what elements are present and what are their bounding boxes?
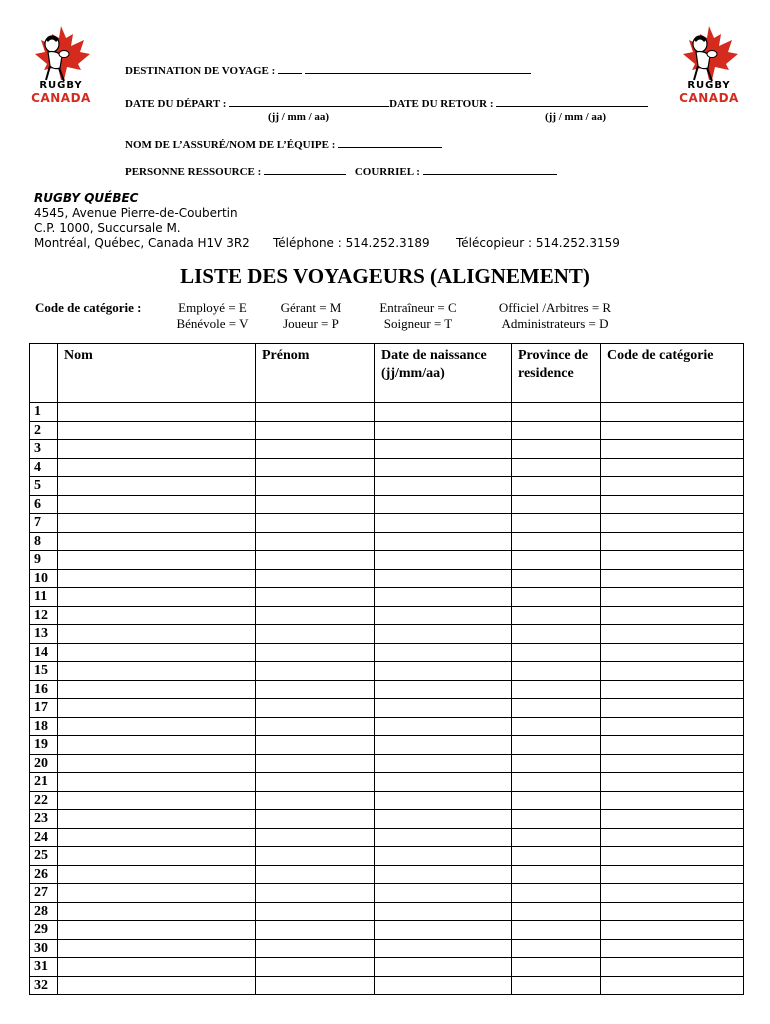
category-code-cell[interactable] bbox=[601, 662, 744, 681]
row-number: 15 bbox=[30, 662, 58, 681]
table-row bbox=[30, 625, 744, 644]
row-number: 11 bbox=[30, 588, 58, 607]
birth-date-cell[interactable] bbox=[375, 662, 512, 681]
last-name-cell[interactable] bbox=[58, 606, 256, 625]
province-cell[interactable] bbox=[512, 902, 601, 921]
row-number: 22 bbox=[30, 791, 58, 810]
first-name-cell[interactable] bbox=[256, 680, 375, 699]
last-name-cell[interactable] bbox=[58, 902, 256, 921]
last-name-cell[interactable] bbox=[58, 440, 256, 459]
birth-date-cell[interactable] bbox=[375, 495, 512, 514]
last-name-cell[interactable] bbox=[58, 958, 256, 977]
row-number: 17 bbox=[30, 699, 58, 718]
birth-date-cell[interactable] bbox=[375, 828, 512, 847]
province-cell[interactable] bbox=[512, 606, 601, 625]
category-code-cell[interactable] bbox=[601, 551, 744, 570]
birth-date-cell[interactable] bbox=[375, 403, 512, 422]
category-code-cell[interactable] bbox=[601, 440, 744, 459]
category-coach: Entraîneur = C bbox=[379, 300, 457, 315]
birth-date-cell[interactable] bbox=[375, 625, 512, 644]
table-row bbox=[30, 736, 744, 755]
category-volunteer: Bénévole = V bbox=[176, 316, 249, 331]
province-cell[interactable] bbox=[512, 791, 601, 810]
row-number: 12 bbox=[30, 606, 58, 625]
departure-row bbox=[125, 96, 648, 110]
province-cell[interactable] bbox=[512, 828, 601, 847]
table-row bbox=[30, 773, 744, 792]
first-name-cell[interactable] bbox=[256, 791, 375, 810]
return-date-format: (jj / mm / aa) bbox=[545, 111, 607, 123]
category-code-cell[interactable] bbox=[601, 458, 744, 477]
table-row bbox=[30, 477, 744, 496]
destination-row bbox=[125, 63, 531, 77]
table-row bbox=[30, 680, 744, 699]
column-header-last-name: Nom bbox=[58, 344, 256, 403]
category-legend-label: Code de catégorie : bbox=[35, 300, 142, 315]
last-name-cell[interactable] bbox=[58, 921, 256, 940]
first-name-cell[interactable] bbox=[256, 847, 375, 866]
table-row bbox=[30, 810, 744, 829]
province-cell[interactable] bbox=[512, 625, 601, 644]
row-number: 25 bbox=[30, 847, 58, 866]
province-cell[interactable] bbox=[512, 976, 601, 995]
return-date-field[interactable] bbox=[496, 96, 648, 107]
phone-number: Téléphone : 514.252.3189 bbox=[273, 236, 430, 250]
logo-rugby-text: RUGBY bbox=[687, 80, 731, 91]
first-name-cell[interactable] bbox=[256, 662, 375, 681]
province-cell[interactable] bbox=[512, 421, 601, 440]
org-name: RUGBY QUÉBEC bbox=[34, 191, 139, 205]
category-code-cell[interactable] bbox=[601, 921, 744, 940]
birth-date-cell[interactable] bbox=[375, 477, 512, 496]
birth-date-cell[interactable] bbox=[375, 865, 512, 884]
row-number: 9 bbox=[30, 551, 58, 570]
first-name-cell[interactable] bbox=[256, 810, 375, 829]
first-name-cell[interactable] bbox=[256, 921, 375, 940]
birth-date-cell[interactable] bbox=[375, 791, 512, 810]
category-code-cell[interactable] bbox=[601, 958, 744, 977]
category-code-cell[interactable] bbox=[601, 569, 744, 588]
table-row bbox=[30, 902, 744, 921]
province-cell[interactable] bbox=[512, 717, 601, 736]
address-city: Montréal, Québec, Canada H1V 3R2 bbox=[34, 236, 250, 250]
last-name-cell[interactable] bbox=[58, 810, 256, 829]
category-code-cell[interactable] bbox=[601, 680, 744, 699]
category-code-cell[interactable] bbox=[601, 477, 744, 496]
province-cell[interactable] bbox=[512, 569, 601, 588]
logo-rugby-text: RUGBY bbox=[39, 80, 83, 91]
province-cell[interactable] bbox=[512, 495, 601, 514]
first-name-cell[interactable] bbox=[256, 458, 375, 477]
birth-date-cell[interactable] bbox=[375, 606, 512, 625]
table-header-row bbox=[30, 344, 744, 403]
province-cell[interactable] bbox=[512, 884, 601, 903]
category-official: Officiel /Arbitres = R bbox=[498, 300, 612, 315]
table-row bbox=[30, 939, 744, 958]
first-name-cell[interactable] bbox=[256, 736, 375, 755]
last-name-cell[interactable] bbox=[58, 791, 256, 810]
province-cell[interactable] bbox=[512, 773, 601, 792]
birth-date-cell[interactable] bbox=[375, 421, 512, 440]
last-name-cell[interactable] bbox=[58, 625, 256, 644]
category-code-cell[interactable] bbox=[601, 828, 744, 847]
row-number: 24 bbox=[30, 828, 58, 847]
province-cell[interactable] bbox=[512, 662, 601, 681]
last-name-cell[interactable] bbox=[58, 514, 256, 533]
last-name-cell[interactable] bbox=[58, 828, 256, 847]
birth-date-cell[interactable] bbox=[375, 588, 512, 607]
category-code-cell[interactable] bbox=[601, 976, 744, 995]
last-name-cell[interactable] bbox=[58, 662, 256, 681]
table-row bbox=[30, 458, 744, 477]
row-number: 30 bbox=[30, 939, 58, 958]
table-row bbox=[30, 791, 744, 810]
birth-date-cell[interactable] bbox=[375, 699, 512, 718]
first-name-cell[interactable] bbox=[256, 588, 375, 607]
province-cell[interactable] bbox=[512, 939, 601, 958]
category-admin: Administrateurs = D bbox=[501, 316, 609, 331]
row-number: 1 bbox=[30, 403, 58, 422]
birth-date-cell[interactable] bbox=[375, 958, 512, 977]
birth-date-cell[interactable] bbox=[375, 551, 512, 570]
first-name-cell[interactable] bbox=[256, 514, 375, 533]
table-row bbox=[30, 884, 744, 903]
birth-date-cell[interactable] bbox=[375, 643, 512, 662]
last-name-cell[interactable] bbox=[58, 421, 256, 440]
table-row bbox=[30, 440, 744, 459]
category-employee: Employé = E bbox=[178, 300, 247, 315]
contact-row bbox=[125, 164, 557, 178]
last-name-cell[interactable] bbox=[58, 551, 256, 570]
maple-leaf-player-icon bbox=[26, 24, 96, 82]
category-code-cell[interactable] bbox=[601, 810, 744, 829]
first-name-cell[interactable] bbox=[256, 606, 375, 625]
table-row bbox=[30, 662, 744, 681]
email-label: COURRIEL : bbox=[354, 166, 420, 178]
province-cell[interactable] bbox=[512, 588, 601, 607]
row-number: 6 bbox=[30, 495, 58, 514]
category-code-cell[interactable] bbox=[601, 791, 744, 810]
last-name-cell[interactable] bbox=[58, 477, 256, 496]
row-number: 31 bbox=[30, 958, 58, 977]
category-code-cell[interactable] bbox=[601, 773, 744, 792]
category-code-cell[interactable] bbox=[601, 902, 744, 921]
row-number: 8 bbox=[30, 532, 58, 551]
table-row bbox=[30, 754, 744, 773]
table-body bbox=[30, 403, 744, 995]
first-name-cell[interactable] bbox=[256, 976, 375, 995]
first-name-cell[interactable] bbox=[256, 884, 375, 903]
first-name-cell[interactable] bbox=[256, 551, 375, 570]
destination-field[interactable] bbox=[305, 63, 531, 74]
first-name-cell[interactable] bbox=[256, 440, 375, 459]
province-cell[interactable] bbox=[512, 921, 601, 940]
row-number: 19 bbox=[30, 736, 58, 755]
row-number: 32 bbox=[30, 976, 58, 995]
birth-date-cell[interactable] bbox=[375, 902, 512, 921]
category-code-cell[interactable] bbox=[601, 588, 744, 607]
province-cell[interactable] bbox=[512, 865, 601, 884]
row-number: 5 bbox=[30, 477, 58, 496]
table-row bbox=[30, 495, 744, 514]
page-title: LISTE DES VOYAGEURS (ALIGNEMENT) bbox=[180, 264, 590, 288]
table-row bbox=[30, 514, 744, 533]
last-name-cell[interactable] bbox=[58, 643, 256, 662]
row-number: 16 bbox=[30, 680, 58, 699]
row-number: 29 bbox=[30, 921, 58, 940]
category-code-cell[interactable] bbox=[601, 699, 744, 718]
address-po-box: C.P. 1000, Succursale M. bbox=[34, 221, 181, 235]
row-number: 3 bbox=[30, 440, 58, 459]
category-column-2 bbox=[266, 300, 356, 332]
birth-date-cell[interactable] bbox=[375, 976, 512, 995]
row-number: 10 bbox=[30, 569, 58, 588]
first-name-cell[interactable] bbox=[256, 625, 375, 644]
province-cell[interactable] bbox=[512, 680, 601, 699]
province-cell[interactable] bbox=[512, 699, 601, 718]
row-number: 27 bbox=[30, 884, 58, 903]
province-cell[interactable] bbox=[512, 532, 601, 551]
first-name-cell[interactable] bbox=[256, 865, 375, 884]
last-name-cell[interactable] bbox=[58, 458, 256, 477]
category-code-cell[interactable] bbox=[601, 421, 744, 440]
birth-date-cell[interactable] bbox=[375, 939, 512, 958]
province-cell[interactable] bbox=[512, 403, 601, 422]
table-row bbox=[30, 976, 744, 995]
province-cell[interactable] bbox=[512, 440, 601, 459]
row-number: 14 bbox=[30, 643, 58, 662]
last-name-cell[interactable] bbox=[58, 680, 256, 699]
last-name-cell[interactable] bbox=[58, 773, 256, 792]
email-field[interactable] bbox=[423, 164, 557, 175]
insured-field[interactable] bbox=[338, 137, 442, 148]
destination-field-short[interactable] bbox=[278, 63, 302, 74]
row-number: 4 bbox=[30, 458, 58, 477]
province-cell[interactable] bbox=[512, 458, 601, 477]
table-row bbox=[30, 421, 744, 440]
column-header-first-name: Prénom bbox=[256, 344, 375, 403]
departure-date-format: (jj / mm / aa) bbox=[268, 111, 330, 123]
birth-date-cell[interactable] bbox=[375, 680, 512, 699]
first-name-cell[interactable] bbox=[256, 773, 375, 792]
table-row bbox=[30, 847, 744, 866]
table-row bbox=[30, 532, 744, 551]
insured-row bbox=[125, 137, 442, 151]
destination-label: DESTINATION DE VOYAGE : bbox=[125, 65, 276, 77]
last-name-cell[interactable] bbox=[58, 569, 256, 588]
departure-date-field[interactable] bbox=[229, 96, 389, 107]
table-row bbox=[30, 921, 744, 940]
row-number: 28 bbox=[30, 902, 58, 921]
category-code-cell[interactable] bbox=[601, 643, 744, 662]
first-name-cell[interactable] bbox=[256, 958, 375, 977]
category-code-cell[interactable] bbox=[601, 847, 744, 866]
category-code-cell[interactable] bbox=[601, 736, 744, 755]
last-name-cell[interactable] bbox=[58, 939, 256, 958]
first-name-cell[interactable] bbox=[256, 902, 375, 921]
first-name-cell[interactable] bbox=[256, 421, 375, 440]
category-code-cell[interactable] bbox=[601, 939, 744, 958]
table-row bbox=[30, 588, 744, 607]
table-row bbox=[30, 699, 744, 718]
last-name-cell[interactable] bbox=[58, 884, 256, 903]
category-code-cell[interactable] bbox=[601, 865, 744, 884]
birth-date-cell[interactable] bbox=[375, 569, 512, 588]
table-row bbox=[30, 958, 744, 977]
last-name-cell[interactable] bbox=[58, 717, 256, 736]
first-name-cell[interactable] bbox=[256, 403, 375, 422]
birth-date-cell[interactable] bbox=[375, 717, 512, 736]
first-name-cell[interactable] bbox=[256, 495, 375, 514]
first-name-cell[interactable] bbox=[256, 828, 375, 847]
fax-number: Télécopieur : 514.252.3159 bbox=[456, 236, 620, 250]
table-row bbox=[30, 643, 744, 662]
last-name-cell[interactable] bbox=[58, 588, 256, 607]
table-row bbox=[30, 551, 744, 570]
province-cell[interactable] bbox=[512, 514, 601, 533]
table-row bbox=[30, 865, 744, 884]
contact-field[interactable] bbox=[264, 164, 346, 175]
first-name-cell[interactable] bbox=[256, 569, 375, 588]
birth-date-cell[interactable] bbox=[375, 458, 512, 477]
category-therapist: Soigneur = T bbox=[383, 316, 453, 331]
last-name-cell[interactable] bbox=[58, 532, 256, 551]
last-name-cell[interactable] bbox=[58, 699, 256, 718]
logo-canada-text: CANADA bbox=[679, 91, 739, 105]
province-cell[interactable] bbox=[512, 810, 601, 829]
column-header-birth-date: Date de naissance (jj/mm/aa) bbox=[375, 344, 512, 403]
row-number: 23 bbox=[30, 810, 58, 829]
birth-date-cell[interactable] bbox=[375, 847, 512, 866]
row-number: 26 bbox=[30, 865, 58, 884]
table-row bbox=[30, 569, 744, 588]
first-name-cell[interactable] bbox=[256, 532, 375, 551]
first-name-cell[interactable] bbox=[256, 939, 375, 958]
province-cell[interactable] bbox=[512, 551, 601, 570]
row-number: 21 bbox=[30, 773, 58, 792]
category-code-cell[interactable] bbox=[601, 884, 744, 903]
contact-label: PERSONNE RESSOURCE : bbox=[125, 166, 262, 178]
table-row bbox=[30, 828, 744, 847]
category-code-cell[interactable] bbox=[601, 754, 744, 773]
table-row bbox=[30, 403, 744, 422]
birth-date-cell[interactable] bbox=[375, 884, 512, 903]
birth-date-cell[interactable] bbox=[375, 532, 512, 551]
category-column-1 bbox=[160, 300, 265, 332]
last-name-cell[interactable] bbox=[58, 736, 256, 755]
last-name-cell[interactable] bbox=[58, 865, 256, 884]
column-header-province: Province de residence bbox=[512, 344, 601, 403]
maple-leaf-player-icon bbox=[674, 24, 744, 82]
last-name-cell[interactable] bbox=[58, 754, 256, 773]
province-cell[interactable] bbox=[512, 958, 601, 977]
birth-date-cell[interactable] bbox=[375, 736, 512, 755]
row-number: 20 bbox=[30, 754, 58, 773]
category-code-cell[interactable] bbox=[601, 717, 744, 736]
first-name-cell[interactable] bbox=[256, 477, 375, 496]
birth-date-cell[interactable] bbox=[375, 514, 512, 533]
last-name-cell[interactable] bbox=[58, 976, 256, 995]
birth-date-cell[interactable] bbox=[375, 754, 512, 773]
row-number: 2 bbox=[30, 421, 58, 440]
category-code-cell[interactable] bbox=[601, 514, 744, 533]
province-cell[interactable] bbox=[512, 477, 601, 496]
category-code-cell[interactable] bbox=[601, 403, 744, 422]
last-name-cell[interactable] bbox=[58, 495, 256, 514]
first-name-cell[interactable] bbox=[256, 754, 375, 773]
traveller-roster-table bbox=[29, 343, 744, 995]
logo-canada-text: CANADA bbox=[31, 91, 91, 105]
category-player: Joueur = P bbox=[283, 316, 339, 331]
birth-date-cell[interactable] bbox=[375, 440, 512, 459]
last-name-cell[interactable] bbox=[58, 847, 256, 866]
category-code-cell[interactable] bbox=[601, 532, 744, 551]
first-name-cell[interactable] bbox=[256, 643, 375, 662]
row-number: 7 bbox=[30, 514, 58, 533]
birth-date-cell[interactable] bbox=[375, 921, 512, 940]
table-row bbox=[30, 606, 744, 625]
category-column-3 bbox=[358, 300, 478, 332]
column-header-category-code: Code de catégorie bbox=[601, 344, 744, 403]
departure-label: DATE DU DÉPART : bbox=[125, 98, 227, 110]
category-manager: Gérant = M bbox=[280, 300, 342, 315]
first-name-cell[interactable] bbox=[256, 717, 375, 736]
category-code-cell[interactable] bbox=[601, 495, 744, 514]
table-row bbox=[30, 717, 744, 736]
category-code-cell[interactable] bbox=[601, 625, 744, 644]
province-cell[interactable] bbox=[512, 643, 601, 662]
rugby-canada-logo-right bbox=[674, 24, 744, 104]
column-header-number bbox=[30, 344, 58, 403]
row-number: 18 bbox=[30, 717, 58, 736]
province-cell[interactable] bbox=[512, 847, 601, 866]
insured-label: NOM DE L’ASSURÉ/NOM DE L’ÉQUIPE : bbox=[125, 139, 336, 151]
first-name-cell[interactable] bbox=[256, 699, 375, 718]
birth-date-cell[interactable] bbox=[375, 810, 512, 829]
return-label: DATE DU RETOUR : bbox=[389, 98, 494, 110]
rugby-canada-logo-left bbox=[26, 24, 96, 104]
category-code-cell[interactable] bbox=[601, 606, 744, 625]
address-street: 4545, Avenue Pierre-de-Coubertin bbox=[34, 206, 238, 220]
last-name-cell[interactable] bbox=[58, 403, 256, 422]
category-column-4 bbox=[480, 300, 630, 332]
birth-date-cell[interactable] bbox=[375, 773, 512, 792]
province-cell[interactable] bbox=[512, 736, 601, 755]
province-cell[interactable] bbox=[512, 754, 601, 773]
row-number: 13 bbox=[30, 625, 58, 644]
